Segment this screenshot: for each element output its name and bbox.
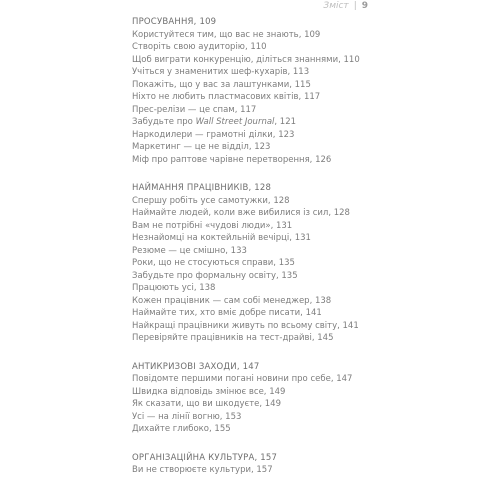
section-title: ОРГАНІЗАЦІЙНА КУЛЬТУРА, 157 bbox=[132, 452, 278, 463]
toc-entry-italic: Забудьте про Wall Street Journal, 121 bbox=[132, 117, 297, 127]
toc-entry: Резюме — це смішно, 133 bbox=[132, 245, 247, 256]
toc-entry: Забудьте про формальну освіту, 135 bbox=[132, 270, 298, 281]
section-title: ПРОСУВАННЯ, 109 bbox=[132, 17, 217, 27]
toc-entry: Спершу робіть усе самотужки, 128 bbox=[132, 195, 290, 206]
toc-entry: Як сказати, що ви шкодуєте, 149 bbox=[132, 399, 282, 409]
toc-entry: Ніхто не любить пластмасових квітів, 117 bbox=[132, 92, 321, 102]
toc-entry: Ви не створюєте культури, 157 bbox=[132, 465, 273, 475]
toc-entry: Усі — на лінії вогню, 153 bbox=[132, 411, 242, 422]
toc-entry: Створіть свою аудиторію, 110 bbox=[132, 42, 267, 52]
toc-entry: Наркодилери — грамотні ділки, 123 bbox=[132, 129, 295, 140]
toc-entry: Користуйтеся тим, що вас не знають, 109 bbox=[132, 29, 321, 40]
toc-entry: Наймайте людей, коли вже вибилися із сил, 128 bbox=[132, 208, 350, 218]
toc-entry: Щоб виграти конкуренцію, діліться знаннями, 110 bbox=[132, 54, 360, 65]
publication-title: Wall Street Journal bbox=[195, 117, 275, 127]
toc-entry: Вам не потрібні «чудові люди», 131 bbox=[132, 220, 293, 231]
header-separator: | bbox=[353, 1, 357, 11]
toc-entry: Дихайте глибоко, 155 bbox=[132, 424, 231, 434]
running-header bbox=[323, 0, 368, 12]
page-number: 9 bbox=[361, 1, 368, 11]
toc-entry: Учіться у знаменитих шеф-кухарів, 113 bbox=[132, 67, 310, 77]
section-title: АНТИКРИЗОВІ ЗАХОДИ, 147 bbox=[132, 361, 260, 372]
toc-entry: Найкращі працівники живуть по всьому світу, 141 bbox=[132, 320, 359, 331]
toc-entry: Роки, що не стосуються справи, 135 bbox=[132, 258, 295, 268]
toc-entry: Покажіть, що у вас за лаштунками, 115 bbox=[132, 79, 311, 90]
toc-entry: Наймайте тих, хто вміє добре писати, 141 bbox=[132, 308, 322, 318]
toc-entry: Швидка відповідь змінює все, 149 bbox=[132, 386, 286, 397]
toc-section-promotion bbox=[132, 16, 472, 166]
running-title: Зміст bbox=[323, 1, 349, 11]
toc-entry: Працюють усі, 138 bbox=[132, 283, 216, 293]
toc-entry: Міф про раптове чарівне перетворення, 126 bbox=[132, 154, 332, 165]
toc-entry: Незнайомці на коктейльній вечірці, 131 bbox=[132, 233, 311, 243]
toc-entry: Маркетинг — це не відділ, 123 bbox=[132, 142, 271, 152]
toc-section-hiring bbox=[132, 182, 472, 345]
toc-section-crisis bbox=[132, 361, 472, 436]
toc-entry: Кожен працівник — сам собі менеджер, 138 bbox=[132, 295, 332, 306]
toc-entry: Прес-релізи — це спам, 117 bbox=[132, 104, 257, 115]
toc-section-culture bbox=[132, 452, 472, 477]
toc-entry: Перевіряйте працівників на тест-драйві, 145 bbox=[132, 333, 334, 343]
section-title: НАЙМАННЯ ПРАЦІВНИКІВ, 128 bbox=[132, 183, 272, 193]
table-of-contents bbox=[132, 16, 472, 477]
toc-entry: Повідомте першими погані новини про себе, 147 bbox=[132, 374, 353, 384]
